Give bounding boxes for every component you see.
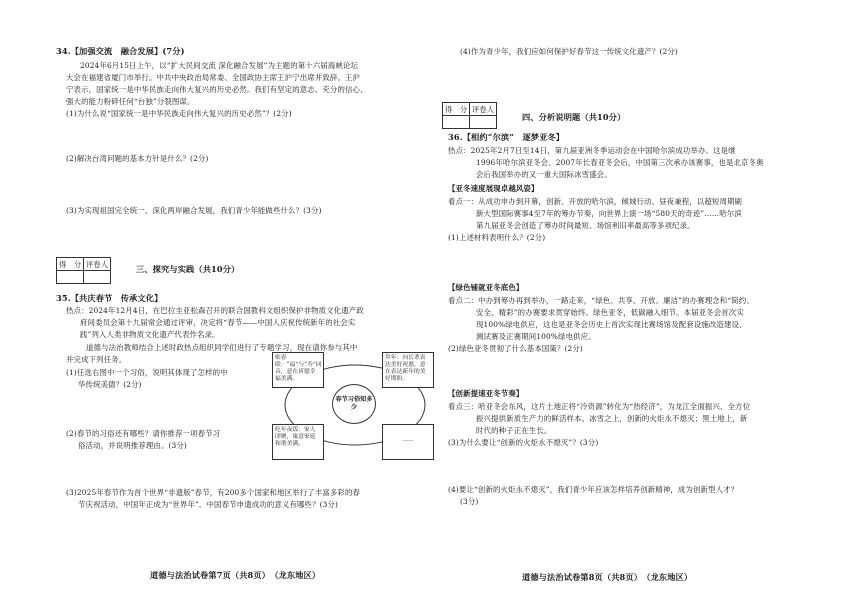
q36-hot-line: 会后我国举办的又一重大国际冰雪盛会。 [476,170,612,179]
q35-hot-line: 践”列入人类非物质文化遗产代表作名录。 [80,330,220,339]
q36-question-4-cont: (3分) [460,497,479,506]
q36-point-1-line: 新大型国际赛事4至7年的筹办节奏，向世界上演一场“580天的奇迹”……哈尔滨 [476,209,742,218]
q36-question-3: (3)为什么要让“创新的火炬永不熄灭”？(3分) [448,438,599,447]
q36-subsection-2-title: 【绿色铺就亚冬底色】 [448,283,524,292]
q35-question-3-cont: 节庆祝活动，中国年正成为“世界年”。中国春节申遗成功的意义有哪些？(3分) [78,500,339,509]
q36-question-4: (4)要让“创新的火炬永不熄灭”，我们青少年应该怎样培养创新精神，成为创新型人才？ [448,485,739,494]
q35-question-3: (3)2025年春节作为首个世界“非遗版”春节，有200多个国家和地区举行了丰富多彩的春 [66,488,361,497]
q36-question-1: (1)上述材料表明什么？(2分) [448,233,546,242]
q34-heading: 34.【加强交流 融合发展】(7分) [56,46,185,56]
q35-question-1-cont: 华传统美德？(2分) [78,380,142,389]
q36-hot-line: 1996年哈尔滨亚冬会、2007年长春亚冬会后，中国第三次承办该赛事，也是北京冬奥 [476,158,764,167]
q35-heading: 35.【共庆春节 传承文化】 [56,293,163,303]
q35-question-1: (1)任选右图中一个习俗，说明其体现了怎样的中 [66,368,228,377]
spring-festival-customs-diagram [270,350,440,465]
section-3-title: 三、探究与实践（共10分） [136,264,240,274]
custom-box-reunion-dinner: 吃年夜饭：家人团聚，寓意家庭和谐美满。 [272,424,324,460]
q36-question-2: (2)绿色亚冬贯彻了什么基本国策？(2分) [448,344,583,353]
q34-question-3: (3)为实现祖国完全统一、深化两岸融合发展，我们青少年能做些什么？(3分) [66,206,322,215]
score-cell [443,116,470,129]
q35-question-2-cont: 俗活动，并说明推荐理由。(3分) [78,441,187,450]
q35-question-2: (2)春节的习俗还有哪些？请你推荐一项春节习 [66,429,221,438]
grader-label: 评卷人 [470,103,497,116]
section-4-title: 四、分析说明题（共10分） [522,112,626,122]
q34-intro-line: 大会在福建省厦门市举行。中共中央政治局常委、全国政协主席王沪宁出席并致辞。王沪 [66,73,361,82]
q35-hot-line: 热点：2024年12月4日，在巴拉圭亚松森召开的联合国教科文组织保护非物质文化遗产政 [66,306,364,315]
q36-subsection-3-title: 【创新提速亚冬节奏】 [448,389,524,398]
score-label: 得 分 [443,103,470,116]
q36-heading: 36.【相约“尔滨” 逐梦亚冬】 [448,132,565,142]
grader-cell [470,116,497,129]
q35-hot-line: 府间委员会第十九届常会通过评审，决定将“春节——中国人庆祝传统新年的社会实 [80,318,356,327]
score-box [56,257,111,284]
q36-point-2-line: 看点二：中办到筹办再到举办，一路走来，“绿色、共享、开放、廉洁”的办赛理念和“简约、 [448,296,754,305]
grader-label: 评卷人 [84,258,111,271]
custom-box-blank: …… [382,424,434,460]
custom-box-new-year-greeting: 拜年：向长辈表达美好祝愿，意在表达新年的美好期盼。 [382,352,434,388]
q34-intro-line: 强大的能力粉碎任何“台独”分裂图谋。 [66,97,195,106]
q36-point-1-line: 第九届亚冬会创造了筹办时间最短、场馆利旧率最高等多项纪录。 [476,221,695,230]
q35-task-line: 道德与法治教师结合上述时政热点组织同学们进行了专题学习，现在请你参与其中 [86,343,358,352]
q36-point-3-line: 看点三：哈亚冬会东风，这片土地正将“冷资源”转化为“热经济”，为龙江全面振兴、全方位 [448,402,751,411]
grader-cell [84,271,111,284]
custom-box-couplets: 贴春联：“福”与“寿”同音，意在祈愿幸福美满。 [272,352,324,388]
score-box [442,102,497,129]
q34-question-2: (2)解决台湾问题的基本方针是什么？(2分) [66,154,209,163]
exam-page-8 [430,0,860,608]
q34-intro-line: 2024年6月15日上午，以“扩大民间交流 深化融合发展”为主题的第十六届海峡论坛 [80,61,359,70]
diagram-center: 春节习俗知多少 [332,384,376,424]
score-cell [57,271,84,284]
page-footer: 道德与法治试卷第7页（共8页） （龙东地区） [150,570,321,580]
q35-task-line: 并完成下列任务。 [66,355,127,364]
q34-question-4: (4)作为青少年，我们应如何保护好春节这一传统文化遗产？(2分) [460,47,678,56]
q36-subsection-1-title: 【亚冬速度展现卓越风姿】 [448,184,539,193]
q36-point-3-line: 时代的种子正在生长。 [476,426,552,435]
score-label: 得 分 [57,258,84,271]
q36-point-2-line: 测试赛及正赛期间100%绿电供应。 [476,332,596,341]
q36-point-3-line: 振兴提供新质生产力的鲜活样本。冰雪之上，创新的火炬永不熄灭；黑土地上，新 [476,414,748,423]
q34-question-1: (1)为什么说“国家统一是中华民族走向伟大复兴的历史必然”？(2分) [66,109,292,118]
q36-point-2-line: 安全、精彩”的办赛要求贯穿始终。绿色亚冬，低碳融入细节。本届亚冬会首次实 [476,308,744,317]
q34-intro-line: 宁表示，国家统一是中华民族走向伟大复兴的历史必然。我们有坚定的意志、充分的信心、 [66,85,368,94]
q36-point-1-line: 看点一：从成功申办到开幕，创新、开放的哈尔滨，倾城行动、昼夜兼程，以超短周期刷 [448,197,743,206]
q36-hot-line: 热点：2025年2月7日至14日，第九届亚洲冬季运动会在中国哈尔滨成功举办。这是继 [448,146,736,155]
page-footer: 道德与法治试卷第8页（共8页） （龙东地区） [522,572,693,582]
q36-point-2-line: 现100%绿电供应，这也是亚冬会历史上首次实现比赛场馆及配套设施改造建设、 [476,320,747,329]
